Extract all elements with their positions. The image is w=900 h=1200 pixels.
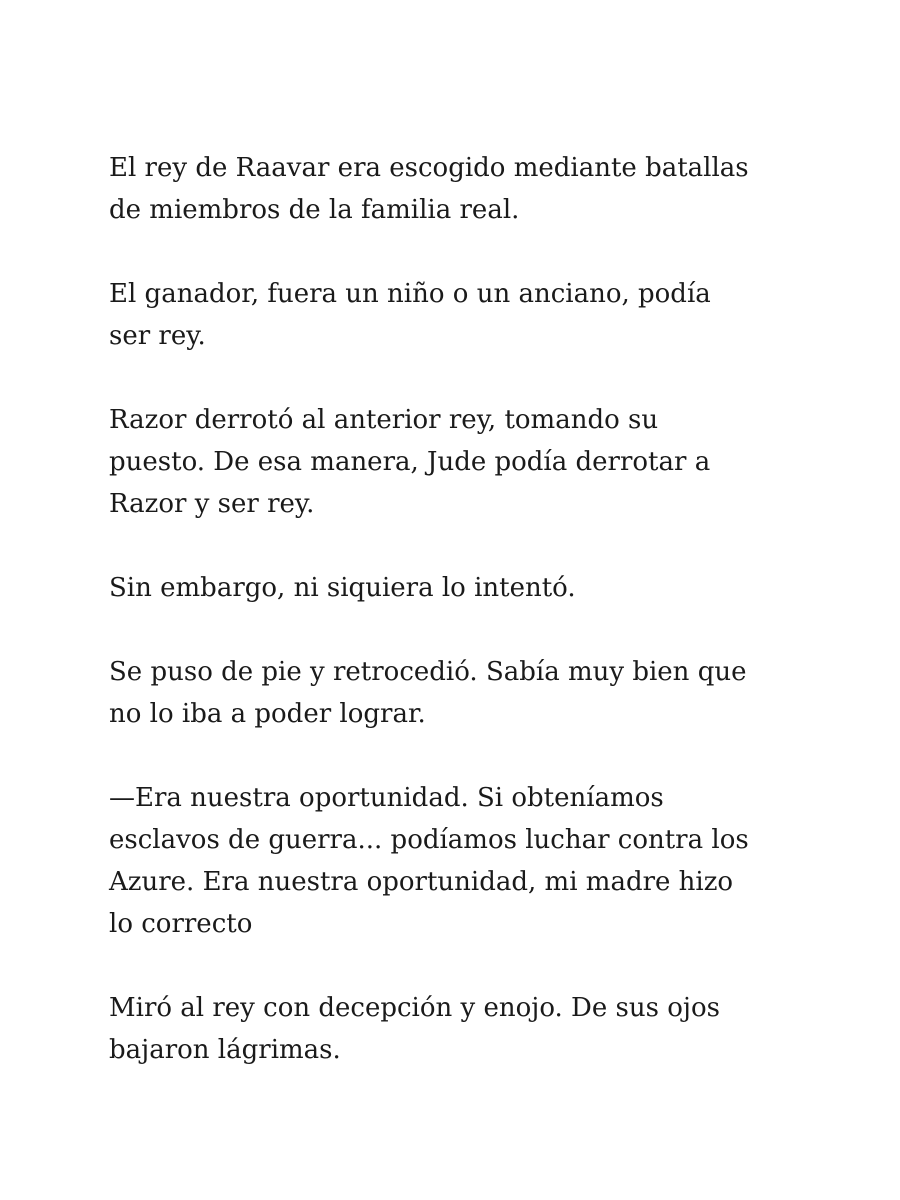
paragraph-2: El ganador, fuera un niño o un anciano, podía ser rey. xyxy=(109,279,711,351)
paragraph-1: El rey de Raavar era escogido mediante batallas de miembros de la familia real. xyxy=(109,153,749,225)
paragraph-6: —Era nuestra oportunidad. Si obteníamos esclavos de guerra... podíamos luchar contra los Azure. Era nuestra oportunidad, mi madre hizo lo correcto xyxy=(109,783,749,939)
paragraph-5: Se puso de pie y retrocedió. Sabía muy bien que no lo iba a poder lograr. xyxy=(109,657,747,729)
paragraph-4: Sin embargo, ni siquiera lo intentó. xyxy=(109,573,576,603)
story-text xyxy=(109,147,809,1071)
paragraph-7: Miró al rey con decepción y enojo. De sus ojos bajaron lágrimas. xyxy=(109,993,720,1065)
paragraph-3: Razor derrotó al anterior rey, tomando su puesto. De esa manera, Jude podía derrotar a Razor y ser rey. xyxy=(109,405,711,519)
